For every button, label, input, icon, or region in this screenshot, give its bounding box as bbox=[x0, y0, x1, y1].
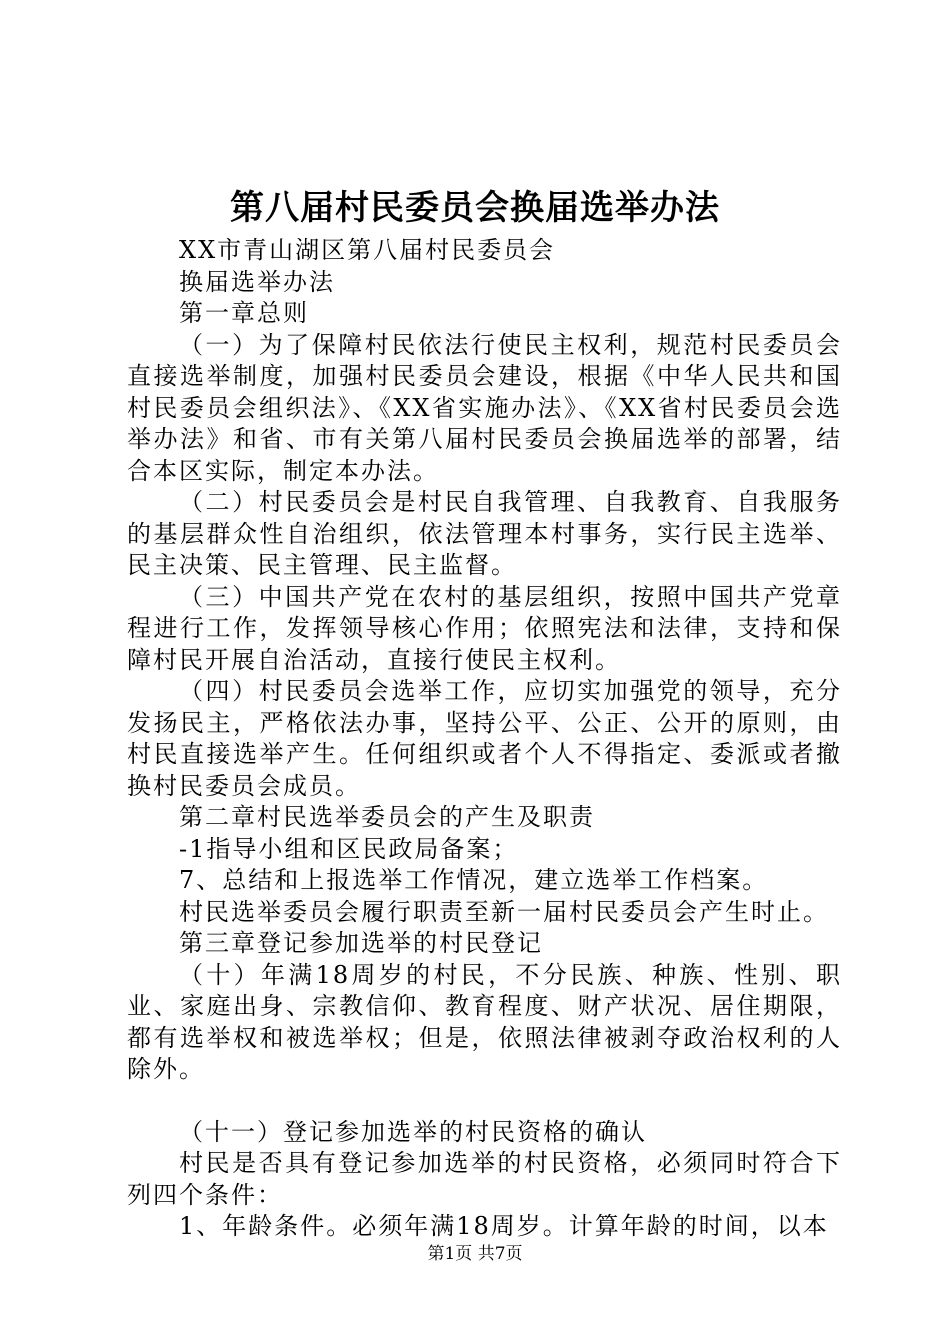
paragraph: 1、年龄条件。必须年满18周岁。计算年龄的时间，以本 bbox=[179, 1212, 829, 1240]
paragraph: （十一）登记参加选举的村民资格的确认 bbox=[179, 1117, 647, 1146]
paragraph: （一）为了保障村民依法行使民主权利，规范村民委员会直接选举制度，加强村民委员会建设，根据《中华人民共和国村民委员会组织法》、《XX省实施办法》、《XX省村民委员会选举办法》和省、市有关第八届村民委员会换届选举的部署，结合本区实际，制定本办法。 bbox=[127, 330, 842, 485]
page-number-footer: 第1页 共7页 bbox=[427, 1244, 523, 1264]
document-body bbox=[127, 235, 842, 1243]
paragraph: 村民是否具有登记参加选举的村民资格，必须同时符合下列四个条件： bbox=[127, 1149, 842, 1209]
paragraph: （十）年满18周岁的村民，不分民族、种族、性别、职业、家庭出身、宗教信仰、教育程度、财产状况、居住期限，都有选举权和被选举权；但是，依照法律被剥夺政治权利的人除外。 bbox=[127, 960, 842, 1083]
paragraph: （二）村民委员会是村民自我管理、自我教育、自我服务的基层群众性自治组织，依法管理本村事务，实行民主选举、民主决策、民主管理、民主监督。 bbox=[127, 488, 842, 579]
chapter-heading: 第三章登记参加选举的村民登记 bbox=[179, 929, 543, 957]
paragraph: （三）中国共产党在农村的基层组织，按照中国共产党章程进行工作，发挥领导核心作用；依照宪法和法律，支持和保障村民开展自治活动，直接行使民主权利。 bbox=[127, 582, 842, 674]
paragraph: 换届选举办法 bbox=[179, 267, 335, 296]
paragraph: XX市青山湖区第八届村民委员会 bbox=[179, 236, 556, 264]
chapter-heading: 第二章村民选举委员会的产生及职责 bbox=[179, 803, 595, 831]
paragraph: （四）村民委员会选举工作，应切实加强党的领导，充分发扬民主，严格依法办事，坚持公平、公正、公开的原则，由村民直接选举产生。任何组织或者个人不得指定、委派或者撤换村民委员会成员。 bbox=[127, 677, 842, 800]
chapter-heading: 第一章总则 bbox=[179, 299, 309, 327]
document-title: 第八届村民委员会换届选举办法 bbox=[230, 188, 720, 228]
paragraph: 7、总结和上报选举工作情况，建立选举工作档案。 bbox=[179, 866, 769, 894]
paragraph: -1指导小组和区民政局备案； bbox=[179, 834, 519, 863]
paragraph: 村民选举委员会履行职责至新一届村民委员会产生时止。 bbox=[179, 897, 829, 926]
